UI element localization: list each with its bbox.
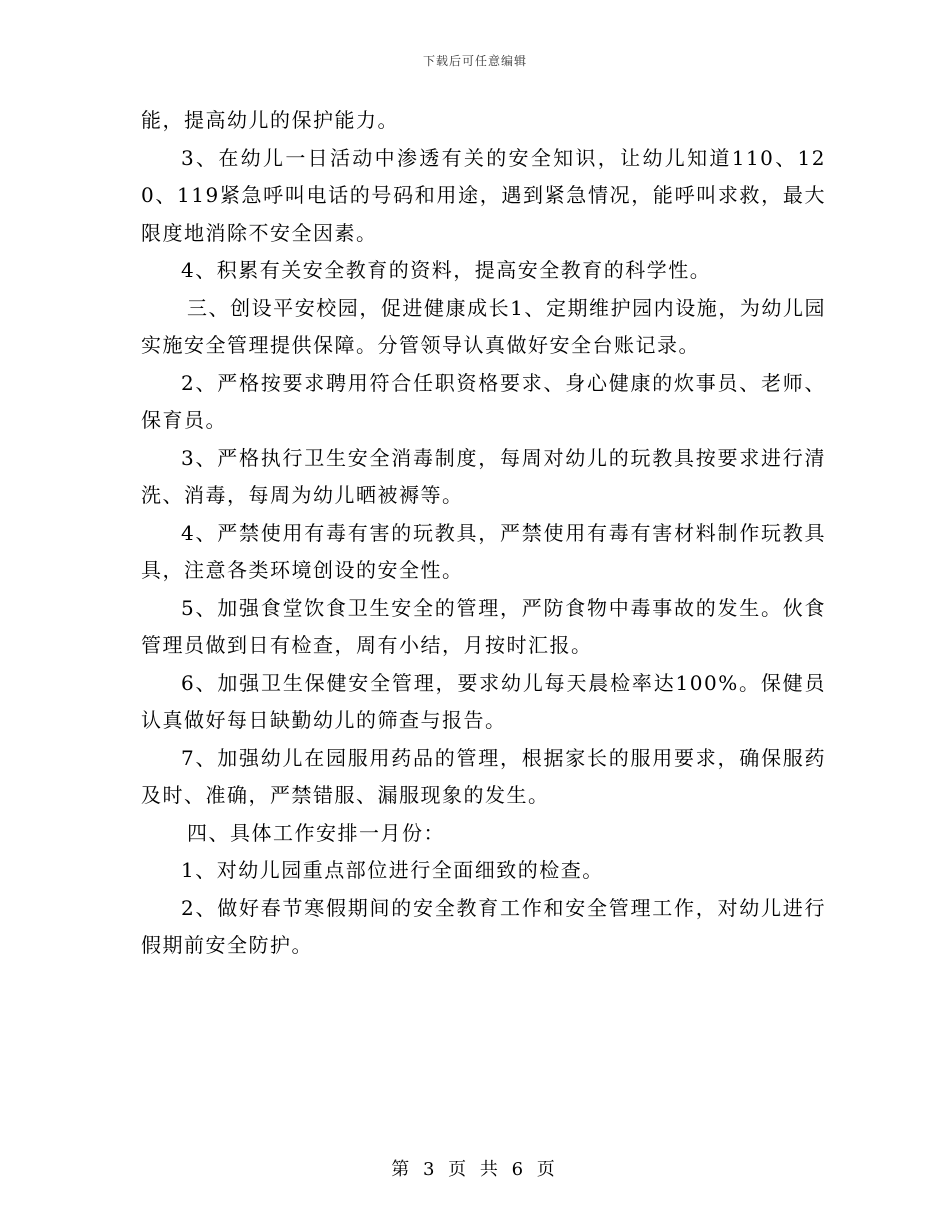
paragraph-13: 2、做好春节寒假期间的安全教育工作和安全管理工作，对幼儿进行假期前安全防护。 [141, 895, 826, 957]
document-body [141, 102, 826, 965]
paragraph-3: 4、积累有关安全教育的资料，提高安全教育的科学性。 [181, 258, 712, 282]
paragraph-2: 3、在幼儿一日活动中渗透有关的安全知识，让幼儿知道110、120、119紧急呼叫电话的号码和用途，遇到紧急情况，能呼叫求救，最大限度地消除不安全因素。 [141, 145, 826, 245]
page-header: 下载后可任意编辑 [422, 54, 527, 68]
paragraph-12: 1、对幼儿园重点部位进行全面细致的检查。 [181, 858, 604, 882]
paragraph-7: 4、严禁使用有毒有害的玩教具，严禁使用有毒有害材料制作玩教具具，注意各类环境创设的安全性。 [141, 520, 826, 582]
paragraph-4: 三、创设平安校园，促进健康成长1、定期维护园内设施，为幼儿园实施安全管理提供保障。分管领导认真做好安全台账记录。 [141, 295, 826, 357]
paragraph-1: 能，提高幼儿的保护能力。 [141, 108, 399, 132]
paragraph-9: 6、加强卫生保健安全管理，要求幼儿每天晨检率达100%。保健员认真做好每日缺勤幼儿的筛查与报告。 [141, 670, 826, 732]
paragraph-8: 5、加强食堂饮食卫生安全的管理，严防食物中毒事故的发生。伙食管理员做到日有检查，周有小结，月按时汇报。 [141, 595, 826, 657]
page-number-footer: 第 3 页 共 6 页 [391, 1159, 559, 1180]
paragraph-6: 3、严格执行卫生安全消毒制度，每周对幼儿的玩教具按要求进行清洗、消毒，每周为幼儿晒被褥等。 [141, 445, 826, 507]
paragraph-5: 2、严格按要求聘用符合任职资格要求、身心健康的炊事员、老师、保育员。 [141, 370, 826, 432]
paragraph-10: 7、加强幼儿在园服用药品的管理，根据家长的服用要求，确保服药及时、准确，严禁错服、漏服现象的发生。 [141, 745, 826, 807]
paragraph-11: 四、具体工作安排一月份： [187, 820, 445, 845]
